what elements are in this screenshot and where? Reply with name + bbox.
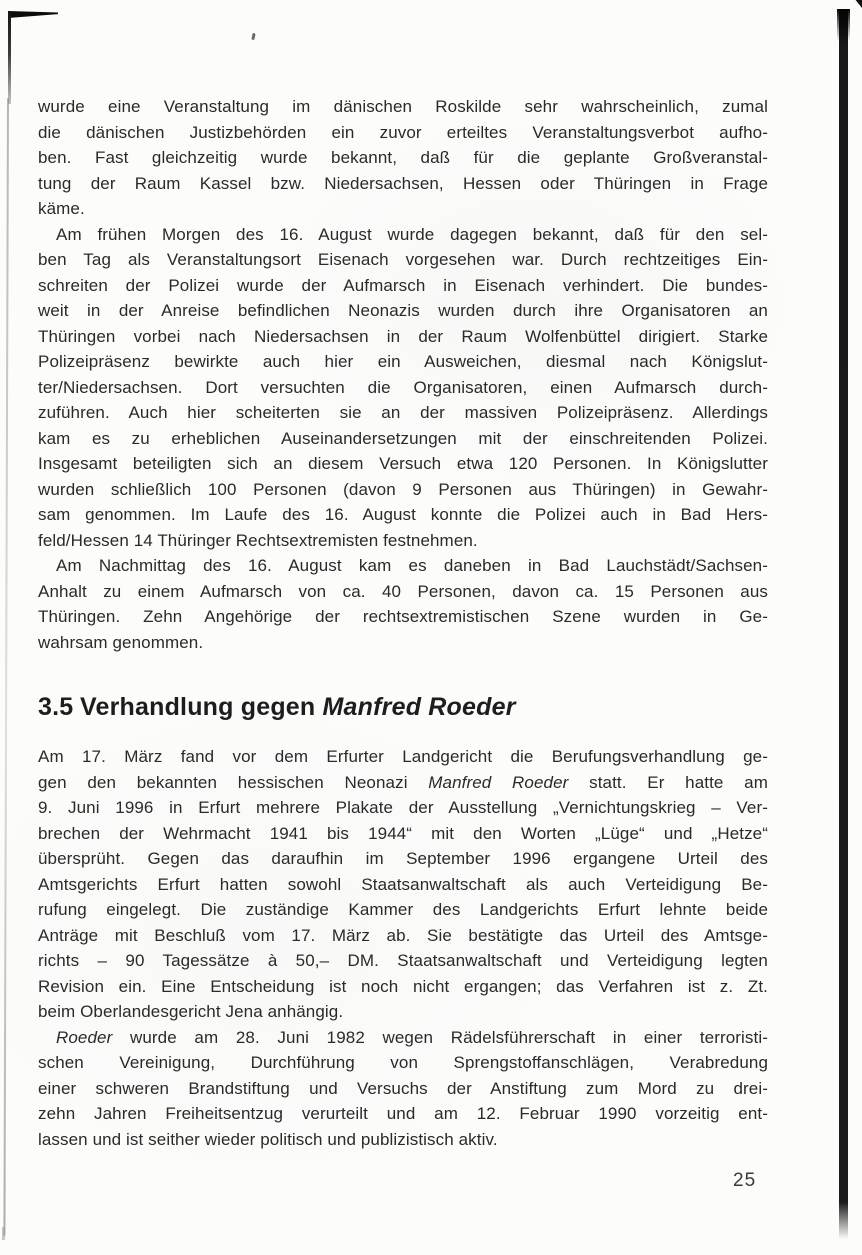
text-line xyxy=(38,770,768,796)
body-text: Revision ein. Eine Entscheidung ist noch nicht ergangen; das Verfahren ist z. Zt. xyxy=(38,976,768,996)
body-text: Amtsgerichts Erfurt hatten sowohl Staatsanwaltschaft als auch Verteidigung Be- xyxy=(38,874,768,894)
heading-title-emphasis: Manfred Roeder xyxy=(322,693,516,721)
scan-right-edge-bar xyxy=(839,9,848,1239)
body-text: ben Tag als Veranstaltungsort Eisenach vorgesehen war. Durch rechtzeitiges Ein- xyxy=(38,250,768,269)
page-number: 25 xyxy=(733,1170,757,1191)
document-content xyxy=(38,94,768,1152)
body-text: brechen der Wehrmacht 1941 bis 1944“ mit den Worten „Lüge“ und „Hetze“ xyxy=(38,823,768,843)
text-line xyxy=(38,349,768,375)
text-line xyxy=(38,298,768,324)
text-line xyxy=(38,247,768,273)
text-line xyxy=(38,502,768,528)
text-line xyxy=(38,145,768,171)
body-text: weit in der Anreise befindlichen Neonazis wurden durch ihre Organisatoren an xyxy=(38,301,768,320)
paragraph xyxy=(38,744,768,1025)
text-line xyxy=(38,846,768,872)
body-text: 9. Juni 1996 in Erfurt mehrere Plakate der Ausstellung „Vernichtungskrieg – Ver- xyxy=(38,798,768,817)
body-text: käme. xyxy=(38,199,85,218)
body-text: die dänischen Justizbehörden ein zuvor erteiltes Veranstaltungsverbot aufho- xyxy=(38,122,768,142)
paragraph xyxy=(38,94,768,222)
text-line xyxy=(38,1050,768,1076)
text-line xyxy=(38,426,768,452)
text-line xyxy=(38,604,768,630)
scan-speck xyxy=(251,33,255,40)
body-text: einer schweren Brandstiftung und Versuchs der Anstiftung zum Mord zu drei- xyxy=(38,1078,768,1098)
body-text: statt. Er hatte am xyxy=(568,772,768,792)
body-text: wurden schließlich 100 Personen (davon 9 Personen aus Thüringen) in Gewahr- xyxy=(38,479,768,499)
text-line xyxy=(38,630,768,656)
heading-number: 3.5 xyxy=(38,693,74,721)
body-text: ben. Fast gleichzeitig wurde bekannt, daß für die geplante Großveranstal- xyxy=(38,148,768,167)
body-text: kam es zu erheblichen Auseinandersetzungen mit der einschreitenden Polizei. xyxy=(38,428,768,448)
body-text: Am 17. März fand vor dem Erfurter Landgericht die Berufungsverhandlung ge- xyxy=(38,747,768,766)
scan-corner-mark-vertical xyxy=(8,12,11,104)
text-line xyxy=(38,897,768,923)
scan-left-edge-line xyxy=(3,98,9,1236)
paragraph xyxy=(38,1025,768,1153)
text-line xyxy=(38,1127,768,1153)
emphasized-text: Roeder xyxy=(56,1027,113,1047)
text-line xyxy=(38,872,768,898)
text-line xyxy=(38,1076,768,1102)
text-line xyxy=(38,821,768,847)
text-line xyxy=(38,222,768,248)
text-line xyxy=(38,923,768,949)
body-text: Insgesamt beteiligten sich an diesem Versuch etwa 120 Personen. In Königslutter xyxy=(38,454,768,473)
scan-corner-mark-horizontal xyxy=(8,11,58,18)
text-line xyxy=(38,375,768,401)
text-line xyxy=(38,948,768,974)
body-text: Thüringen vorbei nach Niedersachsen in der Raum Wolfenbüttel dirigiert. Starke xyxy=(38,326,768,346)
body-text: übersprüht. Gegen das daraufhin im September 1996 ergangene Urteil des xyxy=(38,849,768,868)
text-line xyxy=(38,974,768,1000)
text-line xyxy=(38,1025,768,1051)
body-text: sam genommen. Im Laufe des 16. August konnte die Polizei auch in Bad Hers- xyxy=(38,505,768,524)
text-line xyxy=(38,120,768,146)
text-line xyxy=(38,324,768,350)
section-heading xyxy=(38,692,768,722)
body-text: lassen und ist seither wieder politisch und publizistisch aktiv. xyxy=(38,1129,498,1149)
body-text: Thüringen. Zehn Angehörige der rechtsextremistischen Szene wurden in Ge- xyxy=(38,607,768,626)
heading-title: Verhandlung gegen xyxy=(80,693,323,721)
body-text: rufung eingelegt. Die zuständige Kammer des Landgerichts Erfurt lehnte beide xyxy=(38,900,768,919)
paragraph xyxy=(38,222,768,554)
text-line xyxy=(38,94,768,120)
body-text: ter/Niedersachsen. Dort versuchten die Organisatoren, einen Aufmarsch durch- xyxy=(38,377,768,397)
text-line xyxy=(38,477,768,503)
text-line xyxy=(38,744,768,770)
emphasized-text: Manfred Roeder xyxy=(428,772,569,792)
body-text: richts – 90 Tagessätze à 50,– DM. Staatsanwaltschaft und Verteidigung legten xyxy=(38,951,768,970)
body-text: gen den bekannten hessischen Neonazi xyxy=(38,772,429,792)
text-line xyxy=(38,553,768,579)
body-text: Am frühen Morgen des 16. August wurde dagegen bekannt, daß für den sel- xyxy=(56,224,768,244)
body-text: zuführen. Auch hier scheiterten sie an der massiven Polizeipräsenz. Allerdings xyxy=(38,403,768,422)
text-line xyxy=(38,999,768,1025)
body-text: Polizeipräsenz bewirkte auch hier ein Ausweichen, diesmal nach Königslut- xyxy=(38,352,768,371)
text-line xyxy=(38,451,768,477)
body-text: feld/Hessen 14 Thüringer Rechtsextremisten festnehmen. xyxy=(38,530,478,550)
body-text: wurde eine Veranstaltung im dänischen Roskilde sehr wahrscheinlich, zumal xyxy=(38,97,768,116)
body-text: zehn Jahren Freiheitsentzug verurteilt und am 12. Februar 1990 vorzeitig ent- xyxy=(38,1104,768,1123)
body-text: Am Nachmittag des 16. August kam es daneben in Bad Lauchstädt/Sachsen- xyxy=(56,556,768,575)
body-text: Anträge mit Beschluß vom 17. März ab. Sie bestätigte das Urteil des Amtsge- xyxy=(38,925,768,945)
body-text: tung der Raum Kassel bzw. Niedersachsen, Hessen oder Thüringen in Frage xyxy=(38,173,768,193)
text-line xyxy=(38,400,768,426)
text-line xyxy=(38,579,768,605)
body-text: schreiten der Polizei wurde der Aufmarsch in Eisenach verhindert. Die bundes- xyxy=(38,275,768,295)
body-text: wurde am 28. Juni 1982 wegen Rädelsführerschaft in einer terroristi- xyxy=(112,1027,768,1047)
paragraph xyxy=(38,553,768,655)
text-line xyxy=(38,273,768,299)
body-text: beim Oberlandesgericht Jena anhängig. xyxy=(38,1002,344,1021)
text-line xyxy=(38,795,768,821)
scan-top-right-mark xyxy=(854,0,862,8)
body-text: schen Vereinigung, Durchführung von Sprengstoffanschlägen, Verabredung xyxy=(38,1053,768,1072)
text-line xyxy=(38,171,768,197)
text-line xyxy=(38,528,768,554)
body-text: wahrsam genommen. xyxy=(38,632,204,652)
body-text: Anhalt zu einem Aufmarsch von ca. 40 Personen, davon ca. 15 Personen aus xyxy=(38,581,768,601)
text-line xyxy=(38,1101,768,1127)
text-line xyxy=(38,196,768,222)
scan-bottom-left-mark xyxy=(2,1227,5,1240)
